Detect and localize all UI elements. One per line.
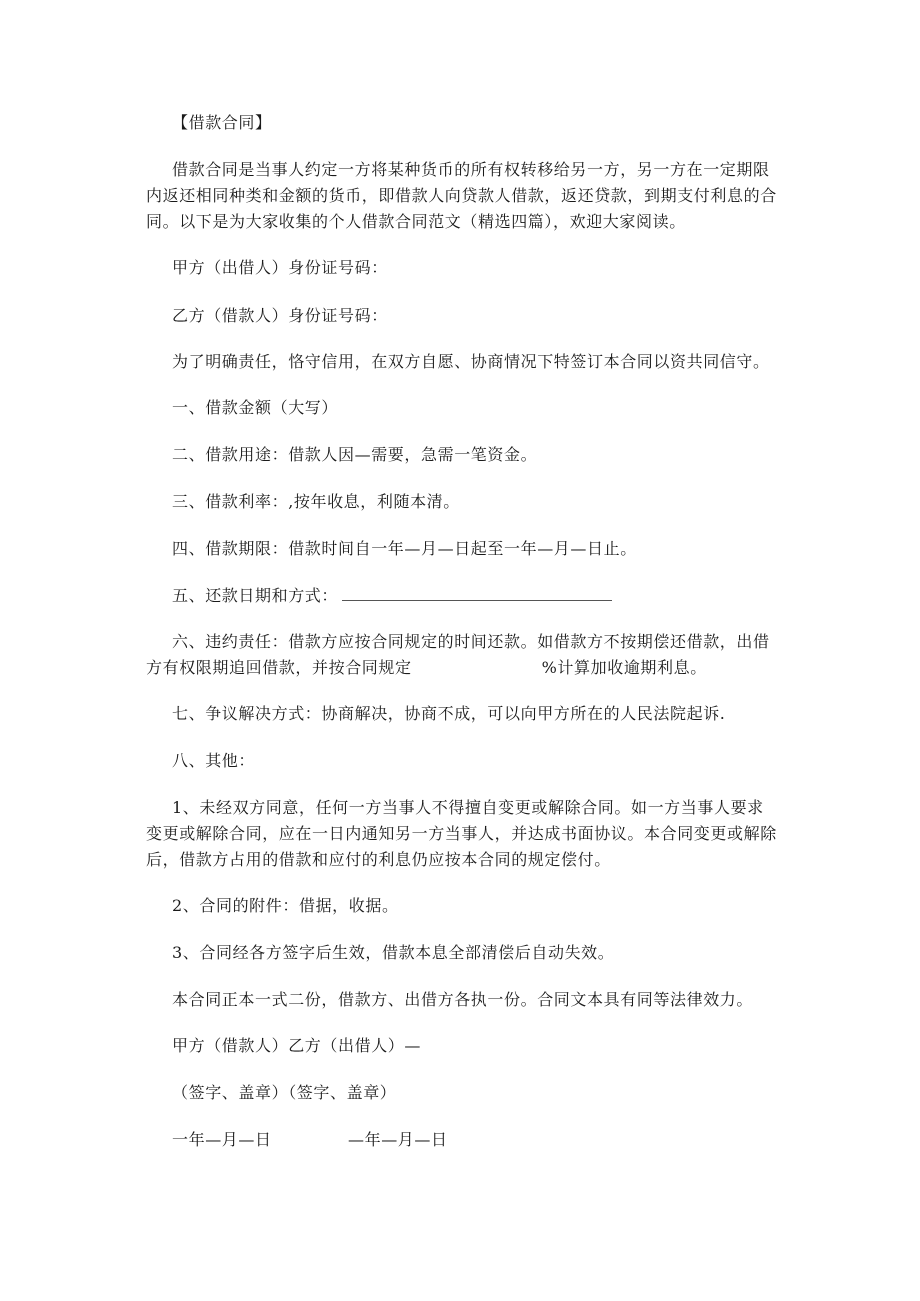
signature-seal: （签字、盖章）（签字、盖章） [172, 1083, 397, 1102]
party-b-id: 乙方（借款人）身份证号码： [172, 306, 388, 325]
intro-line-3: 同。以下是为大家收集的个人借款合同范文（精选四篇），欢迎大家阅读。 [146, 212, 686, 231]
clause-6-line-2-start: 方有权限期追回借款，并按合同规定 [146, 658, 412, 677]
clause-6-line-2-end: %计算加收逾期利息。 [541, 658, 707, 677]
document-title: 【借款合同】 [172, 113, 272, 132]
party-a-id: 甲方（出借人）身份证号码： [172, 258, 388, 277]
clause-5-label: 五、还款日期和方式： [172, 586, 339, 605]
clause-6-line-1: 六、违约责任：借款方应按合同规定的时间还款。如借款方不按期偿还借款，出借 [172, 632, 770, 651]
item-2-attachments: 2、合同的附件：借据，收据。 [172, 896, 399, 915]
clause-7-dispute: 七、争议解决方式：协商解决，协商不成，可以向甲方所在的人民法院起诉. [172, 704, 726, 723]
copies-statement: 本合同正本一式二份，借款方、出借方各执一份。合同文本具有同等法律效力。 [172, 990, 754, 1009]
date-left: 一年—月—日 [172, 1130, 272, 1149]
clause-8-other: 八、其他： [172, 751, 256, 770]
repayment-blank-line [342, 586, 612, 601]
clause-2-purpose: 二、借款用途：借款人因—需要，急需一笔资金。 [172, 445, 538, 464]
clause-6-line-2 [146, 656, 707, 680]
item-1-line-3: 后，借款方占用的借款和应付的利息仍应按本合同的规定偿付。 [146, 850, 611, 869]
date-right: —年—月—日 [348, 1130, 448, 1149]
item-3-effective: 3、合同经各方签字后生效，借款本息全部清偿后自动失效。 [172, 943, 615, 962]
clause-3-interest: 三、借款利率：,按年收息，利随本清。 [172, 492, 460, 511]
clause-1-amount: 一、借款金额（大写） [172, 398, 339, 417]
preamble: 为了明确责任，恪守信用，在双方自愿、协商情况下特签订本合同以资共同信守。 [172, 352, 770, 371]
item-1-line-2: 变更或解除合同，应在一日内通知另一方当事人，并达成书面协议。本合同变更或解除 [146, 824, 777, 843]
intro-line-2: 内返还相同种类和金额的货币，即借款人向贷款人借款，返还贷款，到期支付利息的合 [146, 186, 777, 205]
clause-5-repayment [172, 584, 612, 608]
clause-4-term: 四、借款期限：借款时间自一年—月—日起至一年—月—日止。 [172, 539, 637, 558]
item-1-line-1: 1、未经双方同意，任何一方当事人不得擅自变更或解除合同。如一方当事人要求 [172, 798, 764, 817]
intro-line-1: 借款合同是当事人约定一方将某种货币的所有权转移给另一方，另一方在一定期限 [172, 160, 770, 179]
signature-parties: 甲方（借款人）乙方（出借人）— [172, 1036, 422, 1055]
